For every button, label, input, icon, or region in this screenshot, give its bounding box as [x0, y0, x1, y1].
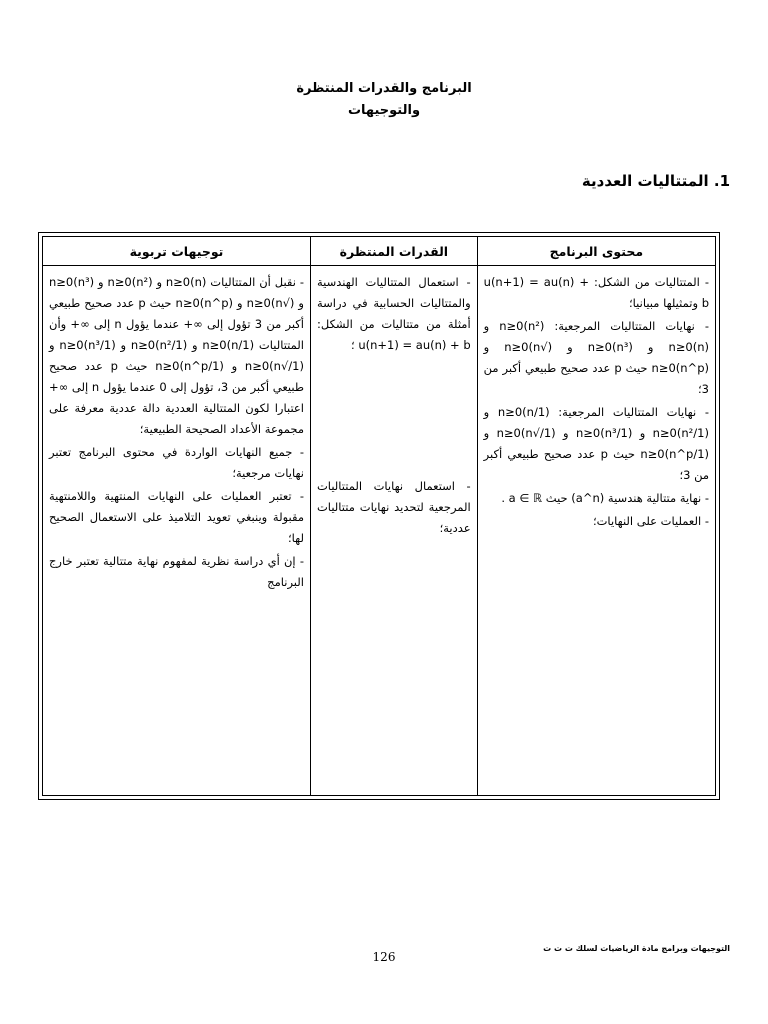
- list-item: - نهايات المتتاليات المرجعية: (1/n)n≥0 و (1/n²)n≥0 و (1/n³)n≥0 و (1/√n)n≥0 و (1/n^p)n≥0 حيث p عدد صحيح طبيعي أكبر من 3؛: [483, 405, 710, 482]
- header-expected-abilities: القدرات المنتظرة: [310, 237, 477, 266]
- section-title: 1. المتتاليات العددية: [581, 172, 730, 190]
- cell-program-content: [477, 266, 715, 796]
- list-item: - نهايات المتتاليات المرجعية: (n²)n≥0 و (n)n≥0 و (n³)n≥0 و (√n)n≥0 و (n^p)n≥0 حيث p عدد صحيح طبيعي أكبر من 3؛: [483, 319, 709, 396]
- program-table-frame: [38, 232, 720, 800]
- page-title: [0, 78, 768, 122]
- program-table: [42, 236, 716, 796]
- list-item: - استعمال نهايات المتتاليات المرجعية لتحديد نهايات متتاليات عددية؛: [316, 479, 471, 535]
- footer-text: التوجيهات وبرامج مادة الرياضيات لسلك ت ت ت: [543, 944, 730, 953]
- list-item: - المتتاليات من الشكل: u(n+1) = au(n) + b وتمثيلها مبيانيا؛: [483, 275, 709, 310]
- list-item: - جميع النهايات الواردة في محتوى البرنامج تعتبر نهايات مرجعية؛: [49, 445, 304, 480]
- list-item: - إن أي دراسة نظرية لمفهوم نهاية متتالية تعتبر خارج البرنامج: [49, 554, 304, 589]
- cell-expected-abilities: [310, 266, 477, 796]
- list-item: - استعمال المتتاليات الهندسية والمتتاليات الحسابية في دراسة أمثلة من متتاليات من الشكل: u(n+1) = au(n) + b ؛: [316, 275, 471, 352]
- table-header-row: [43, 237, 716, 266]
- list-item: - العمليات على النهايات؛: [592, 514, 709, 528]
- page-title-line2: والتوجيهات: [347, 103, 421, 118]
- list-item: - نهاية متتالية هندسية (a^n) حيث a ∈ ℝ .: [501, 491, 709, 505]
- header-pedagogical-guidance: توجيهات تربوية: [43, 237, 311, 266]
- list-item: - تعتبر العمليات على النهايات المنتهية واللامنتهية مقبولة وينبغي تعويد التلاميذ على الاستعمال الصحيح لها؛: [49, 489, 304, 545]
- list-item: - نقبل أن المتتاليات (n)n≥0 و (n²)n≥0 و (n³)n≥0 و (√n)n≥0 و (n^p)n≥0 حيث p عدد صحيح طبيعي أكبر من 3 تؤول إلى ∞+ عندما يؤول n إلى ∞+ وأن المتتاليات (1/n)n≥0 و (1/n²)n≥0 و (1/n³)n≥0 و (1/√n)n≥0 و (1/n^p)n≥0 حيث p عدد صحيح طبيعي أكبر من 3، تؤول إلى 0 عندما يؤول n إلى ∞+ اعتبارا لكون المتتالية العددية دالة عددية معرفة على مجموعة الأعداد الصحيحة الطبيعية؛: [49, 275, 304, 436]
- header-program-content: محتوى البرنامج: [477, 237, 715, 266]
- cell-pedagogical-guidance: [43, 266, 311, 796]
- page-title-line1: البرنامج والقدرات المنتظرة: [296, 81, 472, 96]
- table-row: [43, 266, 716, 796]
- page-number: 126: [372, 950, 396, 964]
